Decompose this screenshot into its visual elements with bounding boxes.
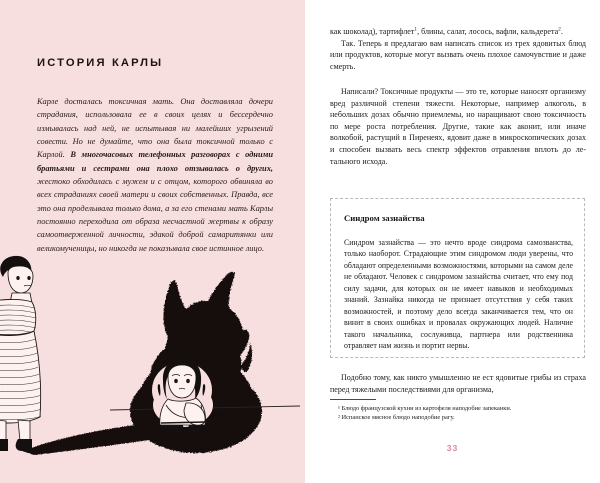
footnote-item: ² Испанское мясное блюдо наподобие рагу. [338,414,455,422]
callout-box [330,198,585,358]
right-page-bottom-text [330,372,586,395]
paragraph-continued [330,26,586,38]
mother-shadow-monster-illustration [0,255,305,483]
footnote-list [338,404,588,423]
standing-woman-figure [0,256,41,451]
left-page-body-text [37,95,273,255]
body-text-part-2: жестоко обходилась с мужем и с отцом, которого обвиняла во всех страданиях своей матери и своих собственных. Правда, все это она проделывала только дома, а за его стенами мать Карлы постоянно переходила от образа несчастной жертвы к образу самоотверженной личности, эдакой доброй самаритянки или великомученицы, но никогда не показывала свое истинное лицо. [37,177,273,253]
footnote-item: ¹ Блюдо французской кухни из картофеля наподобие запеканки. [338,405,512,412]
bottom-paragraph: Подобно тому, как никто умышленно не ест ядовитые грибы из страха перед тяжелыми последствиями для организма, [330,373,586,394]
right-page-top-text [330,26,586,72]
paragraph-continued-a: как шоколад), тартифлет [330,27,415,36]
paragraph-3: Написали? Токсичные продукты — это те, которые наносят организму вред различной степени тяжести. Некоторые, например алкоголь, в небольших дозах обычно приемлемы, но наращивают свою токсичность по мере роста потребления. Другие, такие как аконит, или иначе волкобой, растущий в Пиренеях, ядовит даже в микроскопических дозах и способен вызвать весь спектр эффектов отравления вплоть до летального исхода. [330,87,586,166]
footnote-marker-1: 1 [414,26,418,33]
callout-title: Синдром зазнайства [344,213,425,223]
body-text-bold-emphasis: В многочасовых телефонных разговорах с одними братьями и сестрами она плохо отзывалась о других, [37,150,273,173]
page-title: ИСТОРИЯ КАРЛЫ [37,57,164,69]
page-number: 33 [446,443,459,453]
paragraph-continued-c: . [560,27,563,36]
body-text-part-1: Карле досталась токсичная мать. Она доставляла дочери страдания, использовала ее в своих целях и бессердечно измывалась над ней, не испытывая ни малейших угрызений совести. Но не думайте, что она была токсичной только с Карлой. [37,97,273,160]
right-page-middle-text [330,86,586,167]
footnote-marker-2: 2 [558,26,561,33]
paragraph-2: Так. Теперь я предлагаю вам написать список из трех ядовитых блюд или продуктов, которые могут вызвать очень плохое самочувствие и даже смерть. [330,38,586,71]
callout-body: Синдром зазнайства — это нечто вроде синдрома самозванства, только наоборот. Страдающие этим синдромом люди уверены, что обладают определенными возможностями, которыми на самом деле не обладают. Человек с синдромом зазнайства считает, что ему под силу задачи, для которых он не имеет навыков и необходимых знаний. Зазнайка никогда не признает отсутствия у себя таких возможностей, и поэтому дело всегда заканчивается тем, что он винит в своих ошибках и провалах окружающих людей. Наличие такого начальника, сослуживца, партнера или родственника отравляет нам жизнь и портит нервы. [344,238,573,351]
paragraph-continued-b: , блины, салат, лосось, вафли, кальдерета [417,27,559,36]
footnote-separator-rule [330,399,376,400]
right-page [305,0,600,483]
